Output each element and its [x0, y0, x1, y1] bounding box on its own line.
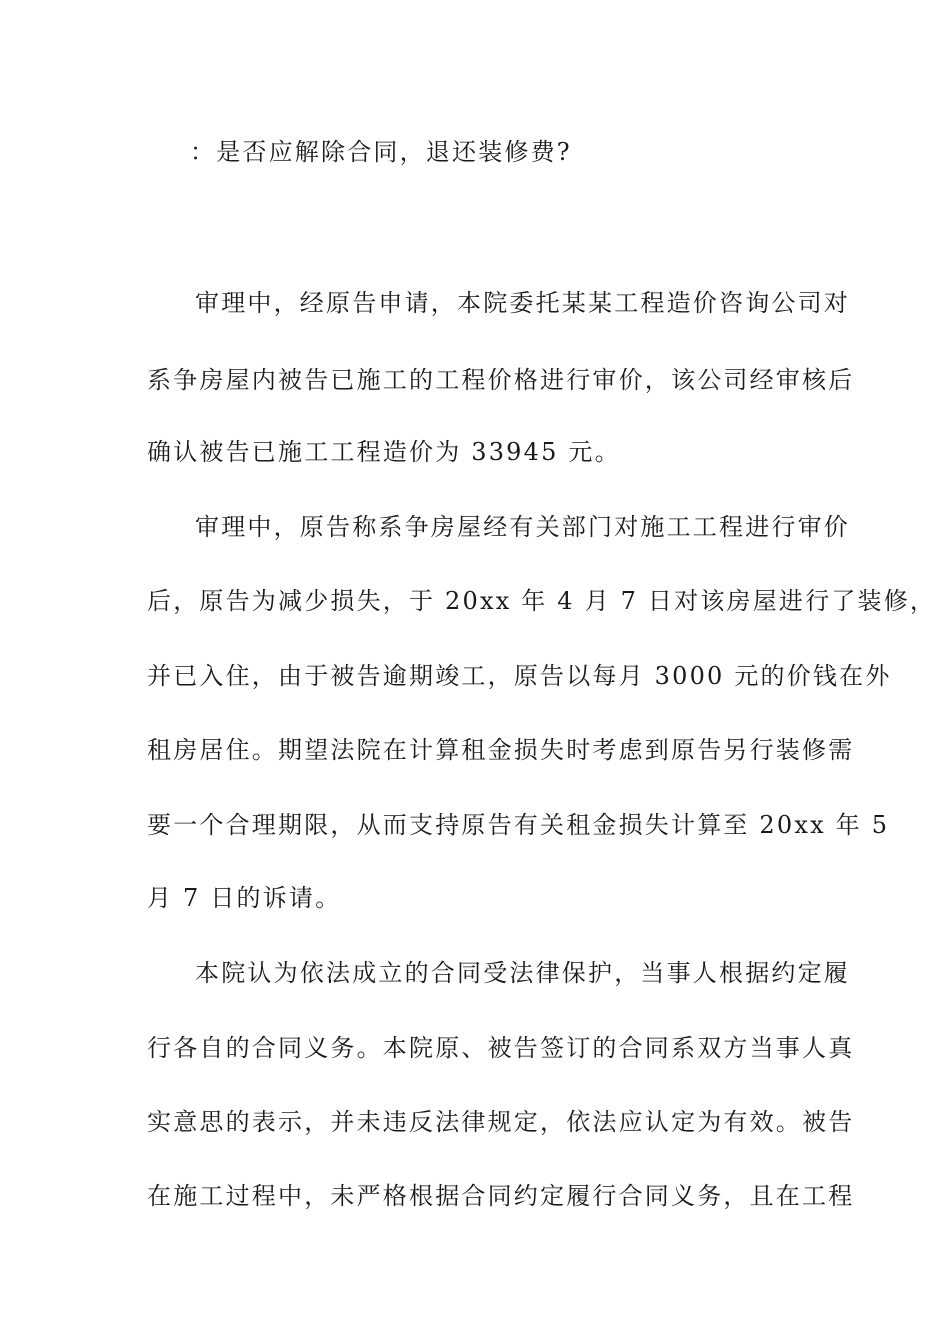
paragraph-line: 并已入住，由于被告逾期竣工，原告以每月 3000 元的价钱在外 [147, 662, 892, 690]
paragraph-line: 确认被告已施工工程造价为 33945 元。 [147, 438, 621, 466]
paragraph-line: 系争房屋内被告已施工的工程价格进行审价，该公司经审核后 [147, 366, 855, 394]
paragraph-line: 月 7 日的诉请。 [147, 884, 342, 912]
paragraph-line: 在施工过程中，未严格根据合同约定履行合同义务，且在工程 [147, 1182, 855, 1210]
paragraph-line: 后，原告为减少损失，于 20xx 年 4 月 7 日对该房屋进行了装修， [147, 587, 937, 615]
paragraph-line: 行各自的合同义务。本院原、被告签订的合同系双方当事人真 [147, 1034, 855, 1062]
paragraph-line: 本院认为依法成立的合同受法律保护，当事人根据约定履 [195, 959, 850, 987]
paragraph-line: 要一个合理期限，从而支持原告有关租金损失计算至 20xx 年 5 [147, 811, 890, 839]
question-line: ：是否应解除合同，退还装修费? [190, 138, 572, 166]
paragraph-line: 审理中，原告称系争房屋经有关部门对施工工程进行审价 [195, 513, 850, 541]
paragraph-line: 实意思的表示，并未违反法律规定，依法应认定为有效。被告 [147, 1108, 855, 1136]
paragraph-line: 审理中，经原告申请，本院委托某某工程造价咨询公司对 [195, 289, 850, 317]
paragraph-line: 租房居住。期望法院在计算租金损失时考虑到原告另行装修需 [147, 736, 855, 764]
